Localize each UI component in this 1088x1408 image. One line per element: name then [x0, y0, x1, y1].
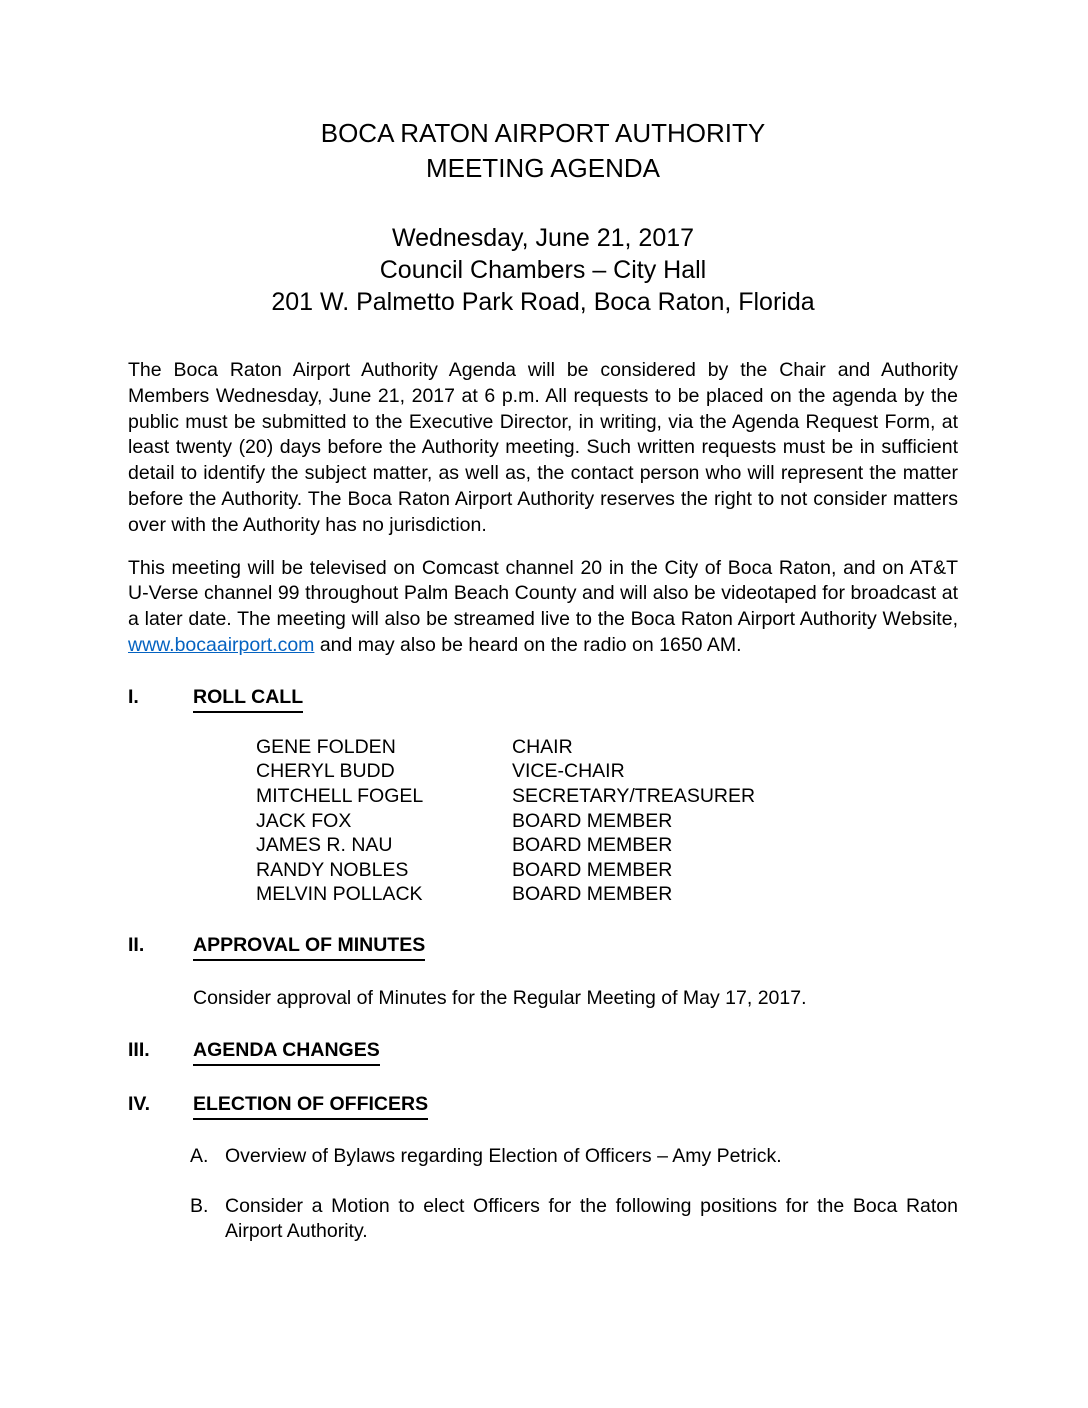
member-name: MELVIN POLLACK: [256, 883, 423, 906]
section-roll-call-heading: [128, 684, 958, 713]
event-address: 201 W. Palmetto Park Road, Boca Raton, Florida: [271, 288, 815, 316]
member-name: CHERYL BUDD: [256, 760, 395, 783]
roll-call-list: [256, 735, 958, 907]
approval-body: Consider approval of Minutes for the Regular Meeting of May 17, 2017.: [193, 986, 807, 1009]
roll-call-row: [256, 759, 958, 784]
broadcast-paragraph: [128, 556, 958, 659]
member-name: JAMES R. NAU: [256, 834, 393, 857]
item-letter: B.: [190, 1194, 209, 1217]
section-election-title: ELECTION OF OFFICERS: [193, 1091, 428, 1120]
member-name: MITCHELL FOGEL: [256, 784, 424, 807]
section-election-numeral: IV.: [128, 1092, 151, 1115]
member-role: SECRETARY/TREASURER: [512, 784, 756, 807]
member-role: BOARD MEMBER: [512, 834, 673, 857]
roll-call-row: [256, 882, 958, 907]
member-role: BOARD MEMBER: [512, 809, 673, 832]
section-approval-numeral: II.: [128, 933, 145, 956]
broadcast-text-after: and may also be heard on the radio on 1650 AM.: [314, 633, 742, 656]
roll-call-row: [256, 858, 958, 883]
member-role: VICE-CHAIR: [512, 760, 625, 783]
section-approval-heading: [128, 932, 958, 961]
event-venue: Council Chambers – City Hall: [379, 256, 707, 284]
item-letter: A.: [190, 1144, 209, 1167]
website-link[interactable]: www.bocaairport.com: [128, 633, 315, 656]
section-roll-call-numeral: I.: [128, 685, 139, 708]
election-item-a: [190, 1144, 958, 1170]
item-text: Consider a Motion to elect Officers for the following positions for the Boca Raton Airport Authority.: [225, 1194, 958, 1243]
roll-call-row: [256, 784, 958, 809]
broadcast-text-before: This meeting will be televised on Comcast channel 20 in the City of Boca Raton, and on AT&T U-Verse channel 99 throughout Palm Beach County and will also be videotaped for broadcast at a later date. The meeting will also be streamed live to the Boca Raton Airport Authority Website,: [128, 556, 958, 631]
event-date: Wednesday, June 21, 2017: [391, 224, 695, 252]
member-name: GENE FOLDEN: [256, 735, 396, 758]
member-role: BOARD MEMBER: [512, 858, 673, 881]
section-roll-call-title: ROLL CALL: [193, 684, 303, 713]
section-agenda-changes-heading: [128, 1037, 958, 1066]
section-approval-title: APPROVAL OF MINUTES: [193, 932, 425, 961]
intro-paragraph: The Boca Raton Airport Authority Agenda will be considered by the Chair and Authority Members Wednesday, June 21, 2017 at 6 p.m. All requests to be placed on the agenda by the public must be submitted to the Executive Director, in writing, via the Agenda Request Form, at least twenty (20) days before the Authority meeting. Such written requests must be in sufficient detail to identify the subject matter, as well as, the contact person who will represent the matter before the Authority. The Boca Raton Airport Authority reserves the right to not consider matters over with the Authority has no jurisdiction.: [128, 359, 958, 536]
roll-call-row: [256, 833, 958, 858]
item-text: Overview of Bylaws regarding Election of Officers – Amy Petrick.: [225, 1144, 782, 1167]
election-item-b: [190, 1194, 958, 1246]
document-title-line2: MEETING AGENDA: [425, 153, 661, 183]
roll-call-row: [256, 809, 958, 834]
member-role: CHAIR: [512, 735, 573, 758]
event-info: [128, 222, 958, 318]
document-title: [128, 116, 958, 186]
document-title-line1: BOCA RATON AIRPORT AUTHORITY: [320, 118, 766, 148]
section-election-heading: [128, 1091, 958, 1120]
section-agenda-changes-numeral: III.: [128, 1038, 150, 1061]
member-name: JACK FOX: [256, 809, 352, 832]
member-role: BOARD MEMBER: [512, 883, 673, 906]
member-name: RANDY NOBLES: [256, 858, 409, 881]
section-agenda-changes-title: AGENDA CHANGES: [193, 1037, 380, 1066]
roll-call-row: [256, 735, 958, 760]
